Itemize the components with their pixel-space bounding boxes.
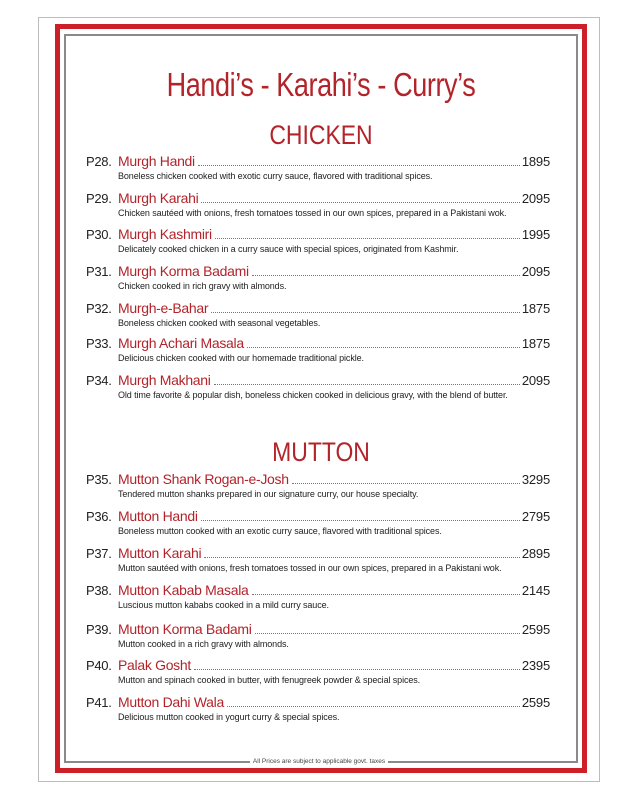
item-name: Murgh-e-Bahar: [118, 300, 209, 316]
item-description: Mutton sautéed with onions, fresh tomatoes tossed in our own spices, prepared in a Pakistani wok.: [118, 563, 502, 573]
item-code: P31.: [86, 264, 112, 279]
item-name: Murgh Korma Badami: [118, 263, 249, 279]
item-code: P37.: [86, 546, 112, 561]
item-price: 2795: [521, 509, 550, 524]
item-description: Mutton and spinach cooked in butter, with fenugreek powder & special spices.: [118, 675, 421, 685]
item-code: P33.: [86, 336, 112, 351]
section-heading-mutton: MUTTON: [272, 437, 370, 467]
item-price: 2095: [521, 264, 550, 279]
item-price: 1875: [521, 336, 550, 351]
dot-leader: [292, 483, 520, 484]
item-name: Mutton Kabab Masala: [118, 582, 249, 598]
item-price: 2095: [521, 373, 550, 388]
dot-leader: [194, 669, 520, 670]
item-code: P34.: [86, 373, 112, 388]
menu-item: [86, 226, 550, 254]
item-description: Delicious mutton cooked in yogurt curry & special spices.: [118, 712, 340, 722]
item-code: P30.: [86, 227, 112, 242]
item-price: 2395: [521, 658, 550, 673]
page-title: Handi’s - Karahi’s - Curry’s: [166, 66, 476, 103]
menu-item: [86, 335, 550, 363]
item-name: Mutton Korma Badami: [118, 621, 252, 637]
item-name: Murgh Karahi: [118, 190, 199, 206]
dot-leader: [255, 633, 520, 634]
menu-item: [86, 190, 550, 218]
item-description: Delicately cooked chicken in a curry sauce with special spices, originated from Kashmir.: [118, 244, 459, 254]
menu-item: [86, 621, 550, 649]
item-price: 3295: [521, 472, 550, 487]
item-code: P29.: [86, 191, 112, 206]
item-price: 2895: [521, 546, 550, 561]
item-name: Mutton Karahi: [118, 545, 202, 561]
item-name: Murgh Makhani: [118, 372, 211, 388]
menu-item: [86, 508, 550, 536]
item-description: Mutton cooked in a rich gravy with almonds.: [118, 639, 289, 649]
item-code: P35.: [86, 472, 112, 487]
section-heading-chicken: CHICKEN: [269, 120, 373, 150]
item-description: Boneless chicken cooked with exotic curry sauce, flavored with traditional spices.: [118, 171, 433, 181]
item-description: Chicken cooked in rich gravy with almonds.: [118, 281, 287, 291]
item-name: Murgh Kashmiri: [118, 226, 212, 242]
item-description: Luscious mutton kababs cooked in a mild curry sauce.: [118, 600, 329, 610]
menu-item: [86, 657, 550, 685]
item-price: 1895: [521, 154, 550, 169]
item-price: 1875: [521, 301, 550, 316]
menu-item: [86, 300, 550, 328]
item-code: P38.: [86, 583, 112, 598]
price-disclaimer: All Prices are subject to applicable govt. taxes: [250, 755, 388, 768]
item-name: Palak Gosht: [118, 657, 191, 673]
item-description: Boneless mutton cooked with an exotic curry sauce, flavored with traditional spices.: [118, 526, 442, 536]
dot-leader: [201, 202, 519, 203]
item-price: 2145: [521, 583, 550, 598]
item-description: Old time favorite & popular dish, boneless chicken cooked in delicious gravy, with the blend of butter.: [118, 390, 508, 400]
item-code: P36.: [86, 509, 112, 524]
item-description: Tendered mutton shanks prepared in our signature curry, our house specialty.: [118, 489, 419, 499]
menu-item: [86, 263, 550, 291]
dot-leader: [252, 275, 520, 276]
item-code: P41.: [86, 695, 112, 710]
menu-item: [86, 694, 550, 722]
dot-leader: [214, 384, 520, 385]
dot-leader: [201, 520, 520, 521]
menu-item: [86, 153, 550, 181]
item-description: Boneless chicken cooked with seasonal vegetables.: [118, 318, 321, 328]
item-price: 1995: [521, 227, 550, 242]
dot-leader: [211, 312, 520, 313]
item-description: Delicious chicken cooked with our homemade traditional pickle.: [118, 353, 364, 363]
menu-item: [86, 471, 550, 499]
item-description: Chicken sautéed with onions, fresh tomatoes tossed in our own spices, prepared in a Pakistani wok.: [118, 208, 507, 218]
dot-leader: [204, 557, 520, 558]
menu-item: [86, 545, 550, 573]
item-price: 2595: [521, 622, 550, 637]
menu-item: [86, 372, 550, 400]
dot-leader: [227, 706, 520, 707]
dot-leader: [215, 238, 520, 239]
dot-leader: [198, 165, 520, 166]
dot-leader: [247, 347, 520, 348]
item-code: P39.: [86, 622, 112, 637]
dot-leader: [252, 594, 520, 595]
menu-item: [86, 582, 550, 610]
item-name: Murgh Handi: [118, 153, 195, 169]
item-price: 2095: [521, 191, 550, 206]
item-price: 2595: [521, 695, 550, 710]
item-name: Mutton Dahi Wala: [118, 694, 224, 710]
item-name: Mutton Shank Rogan-e-Josh: [118, 471, 289, 487]
item-name: Mutton Handi: [118, 508, 198, 524]
item-code: P40.: [86, 658, 112, 673]
item-code: P28.: [86, 154, 112, 169]
item-name: Murgh Achari Masala: [118, 335, 244, 351]
item-code: P32.: [86, 301, 112, 316]
